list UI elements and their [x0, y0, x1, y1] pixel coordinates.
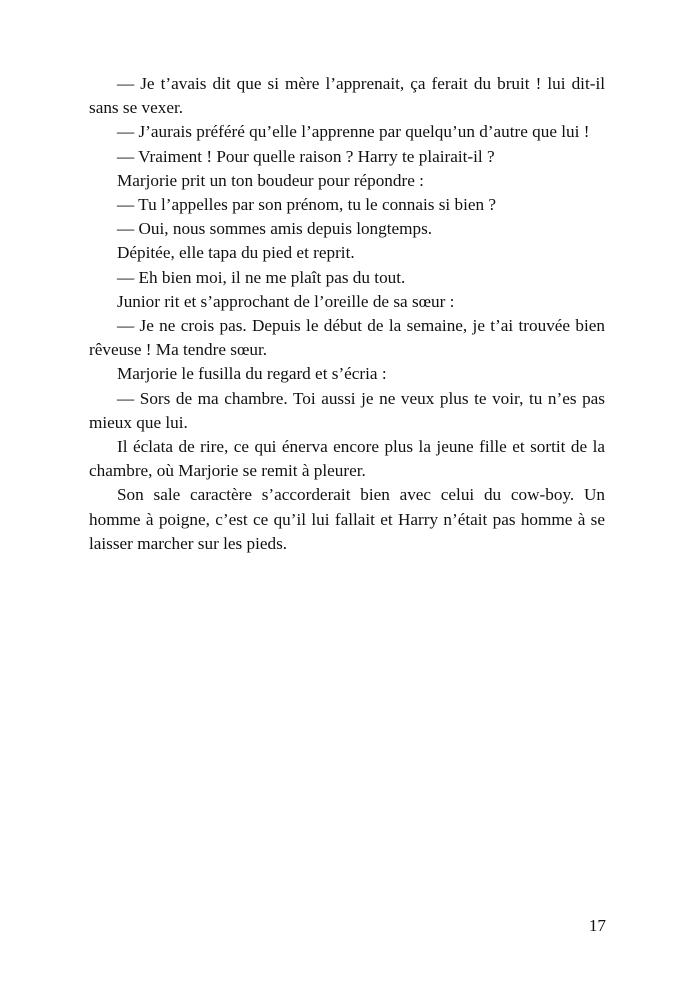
- paragraph: Junior rit et s’approchant de l’oreille de sa sœur :: [117, 291, 455, 311]
- paragraph: Son sale caractère s’accorderait bien avec celui du cow-boy. Un homme à poigne, c’est ce qu’il lui fallait et Harry n’était pas homme à se laisser marcher sur les pieds.: [89, 485, 605, 553]
- paragraph: — Vraiment ! Pour quelle raison ? Harry te plairait-il ?: [117, 146, 495, 166]
- paragraph: — Eh bien moi, il ne me plaît pas du tout.: [117, 267, 406, 287]
- page-number: 17: [588, 916, 606, 935]
- paragraph: Il éclata de rire, ce qui énerva encore plus la jeune fille et sortit de la chambre, où Marjorie se remit à pleurer.: [89, 437, 605, 481]
- paragraph: — Tu l’appelles par son prénom, tu le connais si bien ?: [117, 195, 497, 215]
- paragraph: — Oui, nous sommes amis depuis longtemps.: [117, 219, 433, 239]
- paragraph: Dépitée, elle tapa du pied et reprit.: [117, 243, 355, 263]
- paragraph: — J’aurais préféré qu’elle l’apprenne par quelqu’un d’autre que lui !: [117, 122, 590, 142]
- paragraph: Marjorie prit un ton boudeur pour répondre :: [117, 170, 424, 190]
- paragraph: — Je t’avais dit que si mère l’apprenait, ça ferait du bruit ! lui dit-il sans se vexer.: [89, 74, 605, 118]
- paragraph: — Je ne crois pas. Depuis le début de la semaine, je t’ai trouvée bien rêveuse ! Ma tendre sœur.: [89, 316, 605, 360]
- paragraph: Marjorie le fusilla du regard et s’écria :: [117, 364, 387, 384]
- paragraph: — Sors de ma chambre. Toi aussi je ne veux plus te voir, tu n’es pas mieux que lui.: [89, 388, 605, 432]
- body-text: [89, 72, 605, 556]
